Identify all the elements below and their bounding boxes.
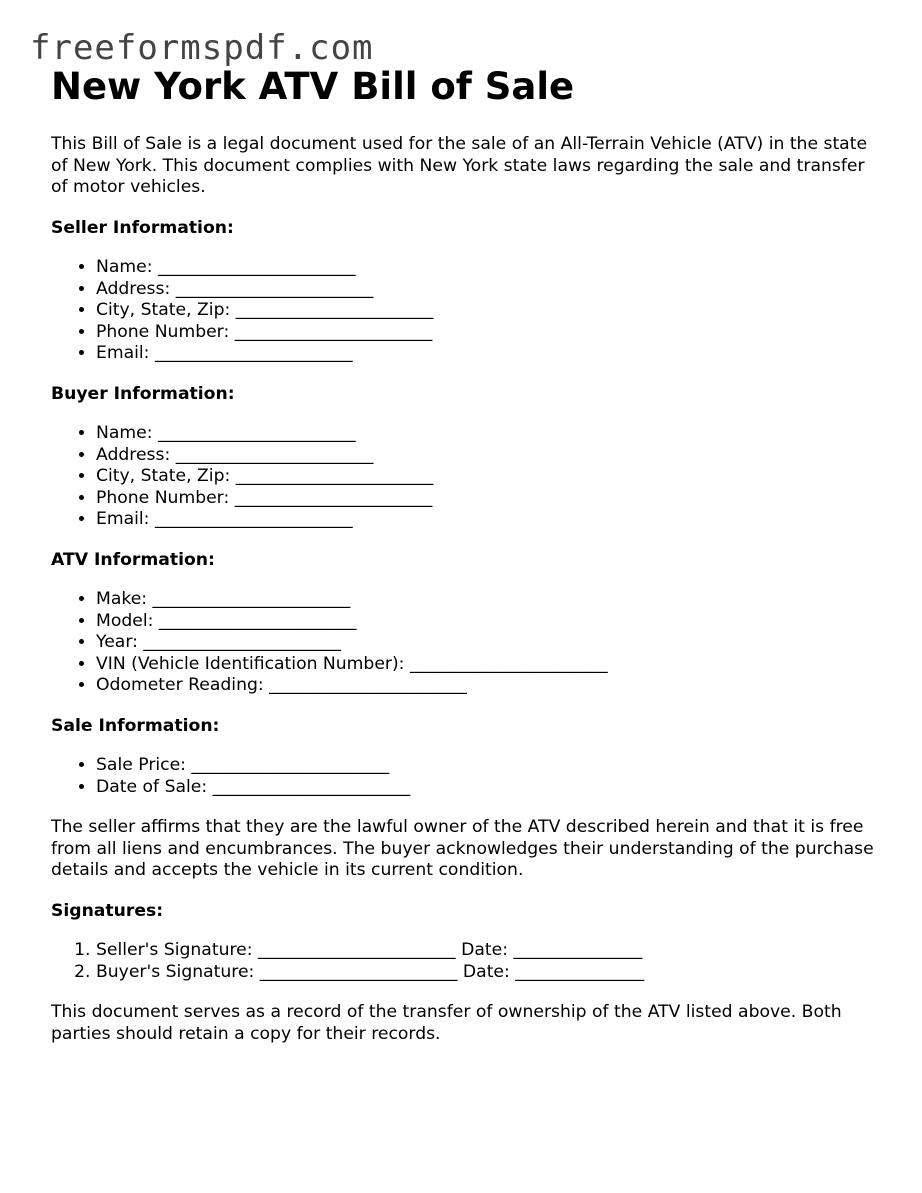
sale-heading: Sale Information:	[51, 715, 220, 736]
seller-address-field: • Address: _______________________	[96, 279, 881, 301]
watermark: freeformspdf.com	[30, 28, 374, 68]
seller-name-field: • Name: _______________________	[96, 257, 881, 279]
seller-heading: Seller Information:	[51, 217, 234, 238]
seller-email-field: • Email: _______________________	[96, 343, 881, 365]
atv-model-field: • Model: _______________________	[96, 611, 881, 633]
affirmation-paragraph: The seller affirms that they are the lawful owner of the ATV described herein and that it is free from all liens and encumbrances. The buyer acknowledges their understanding of the purchase details and accepts the vehicle in its current condition.	[51, 817, 874, 880]
sale-price-field: • Sale Price: _______________________	[96, 755, 881, 777]
intro-paragraph: This Bill of Sale is a legal document used for the sale of an All-Terrain Vehicle (ATV) in the state of New York. This document complies with New York state laws regarding the sale and transfer of motor vehicles.	[51, 134, 868, 197]
buyer-heading: Buyer Information:	[51, 383, 235, 404]
seller-signature-line: 1. Seller's Signature: _______________________ Date: _______________	[96, 940, 881, 962]
buyer-email-field: • Email: _______________________	[96, 509, 881, 531]
buyer-name-field: • Name: _______________________	[96, 423, 881, 445]
atv-heading: ATV Information:	[51, 549, 215, 570]
buyer-phone-field: • Phone Number: _______________________	[96, 488, 881, 510]
buyer-list	[51, 423, 881, 531]
document-body	[51, 62, 881, 1045]
atv-make-field: • Make: _______________________	[96, 589, 881, 611]
atv-vin-field: • VIN (Vehicle Identification Number): _______________________	[96, 654, 881, 676]
atv-list	[51, 589, 881, 697]
seller-phone-field: • Phone Number: _______________________	[96, 322, 881, 344]
signatures-heading: Signatures:	[51, 900, 164, 921]
buyer-address-field: • Address: _______________________	[96, 445, 881, 467]
buyer-signature-line: 2. Buyer's Signature: _______________________ Date: _______________	[96, 962, 881, 984]
page-title: New York ATV Bill of Sale	[51, 65, 575, 108]
atv-odometer-field: • Odometer Reading: _______________________	[96, 675, 881, 697]
atv-year-field: • Year: _______________________	[96, 632, 881, 654]
seller-city-state-zip-field: • City, State, Zip: _______________________	[96, 300, 881, 322]
sale-list	[51, 755, 881, 798]
closing-paragraph: This document serves as a record of the transfer of ownership of the ATV listed above. Both parties should retain a copy for their records.	[51, 1002, 842, 1044]
signatures-list	[51, 940, 881, 983]
sale-date-field: • Date of Sale: _______________________	[96, 777, 881, 799]
seller-list	[51, 257, 881, 365]
buyer-city-state-zip-field: • City, State, Zip: _______________________	[96, 466, 881, 488]
